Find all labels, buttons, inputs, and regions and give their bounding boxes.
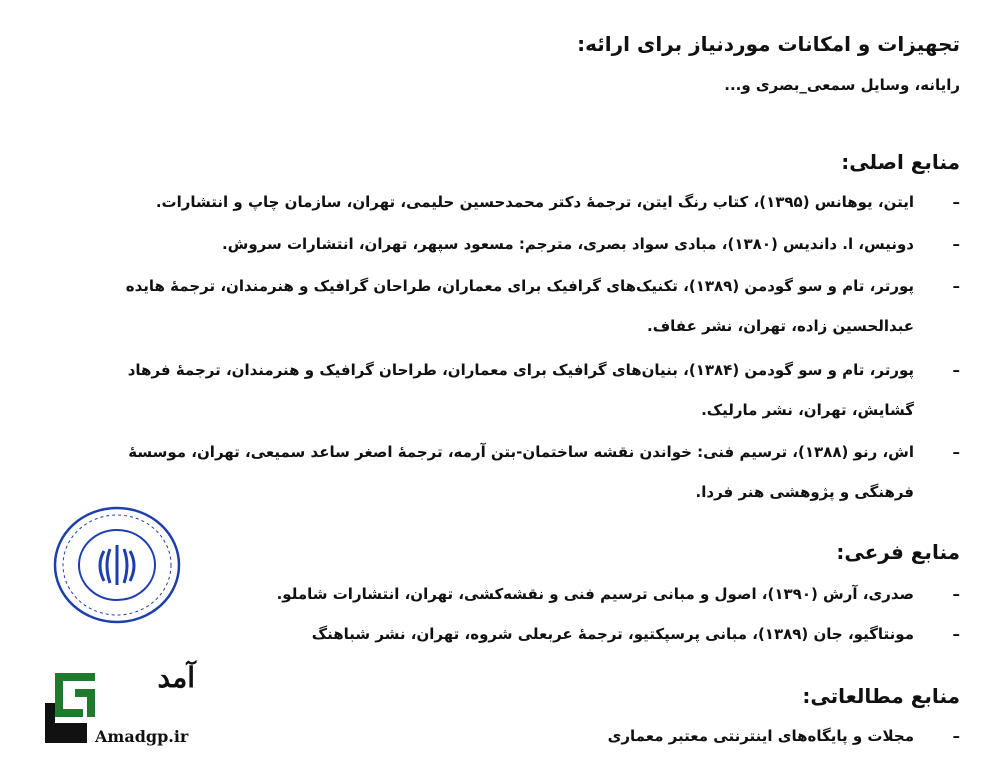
main-source-text: ایتن، یوهانس (۱۳۹۵)، کتاب رنگ ایتن، ترجمهٔ دکتر محمدحسین حلیمی، تهران، سازمان چاپ و انتشارات. <box>155 193 914 211</box>
main-source-text: دونیس، ا. داندیس (۱۳۸۰)، مبادی سواد بصری، مترجم: مسعود سپهر، تهران، انتشارات سروش. <box>221 235 914 253</box>
bullet-dash: – <box>952 235 960 253</box>
bullet-dash: – <box>952 193 960 211</box>
study-source-text: مجلات و پایگاه‌های اینترنتی معتبر معماری <box>607 727 914 745</box>
bullet-dash: – <box>952 625 960 643</box>
secondary-source-text: مونتاگیو، جان (۱۳۸۹)، مبانی پرسپکتیو، ترجمهٔ عربعلی شروه، تهران، نشر شباهنگ <box>311 625 914 643</box>
bullet-dash: – <box>952 727 960 745</box>
equipment-text: رایانه، وسایل سمعی_بصری و... <box>724 76 960 94</box>
bullet-dash: – <box>952 277 960 295</box>
secondary-source-item <box>100 614 960 654</box>
main-sources-heading: منابع اصلی: <box>841 150 960 174</box>
logo-brand-text: آمد <box>157 661 195 694</box>
main-source-text: پورتر، تام و سو گودمن (۱۳۸۹)، تکنیک‌های گرافیک برای معماران، طراحان گرافیک و هنرمندان، ترجمهٔ هایده عبدالحسین زاده، تهران، نشر عفاف. <box>125 277 914 335</box>
main-source-item <box>100 350 960 430</box>
main-source-text: پورتر، تام و سو گودمن (۱۳۸۴)، بنیان‌های گرافیک برای معماران، طراحان گرافیک و هنرمندان، ترجمهٔ فرهاد گشایش، تهران، نشر مارلیک. <box>127 361 914 419</box>
secondary-sources-heading: منابع فرعی: <box>836 540 960 564</box>
study-source-item <box>100 716 960 756</box>
main-source-item <box>100 266 960 346</box>
main-source-item <box>100 432 960 512</box>
secondary-source-text: صدری، آرش (۱۳۹۰)، اصول و مبانی ترسیم فنی و نقشه‌کشی، تهران، انتشارات شاملو. <box>276 585 914 603</box>
main-source-item <box>100 224 960 264</box>
study-sources-heading: منابع مطالعاتی: <box>802 684 960 708</box>
bullet-dash: – <box>952 361 960 379</box>
bullet-dash: – <box>952 585 960 603</box>
logo-site-text: Amadgp.ir <box>95 727 189 746</box>
equipment-heading: تجهیزات و امکانات موردنیاز برای ارائه: <box>577 32 960 56</box>
ministry-seal-icon <box>52 505 182 625</box>
secondary-source-item <box>100 574 960 614</box>
main-source-text: اش، رنو (۱۳۸۸)، ترسیم فنی: خواندن نقشه ساختمان-بتن آرمه، ترجمهٔ اصغر ساعد سمیعی، تهران، موسسهٔ فرهنگی و پژوهشی هنر فردا. <box>128 443 914 501</box>
main-source-item <box>100 182 960 222</box>
bullet-dash: – <box>952 443 960 461</box>
